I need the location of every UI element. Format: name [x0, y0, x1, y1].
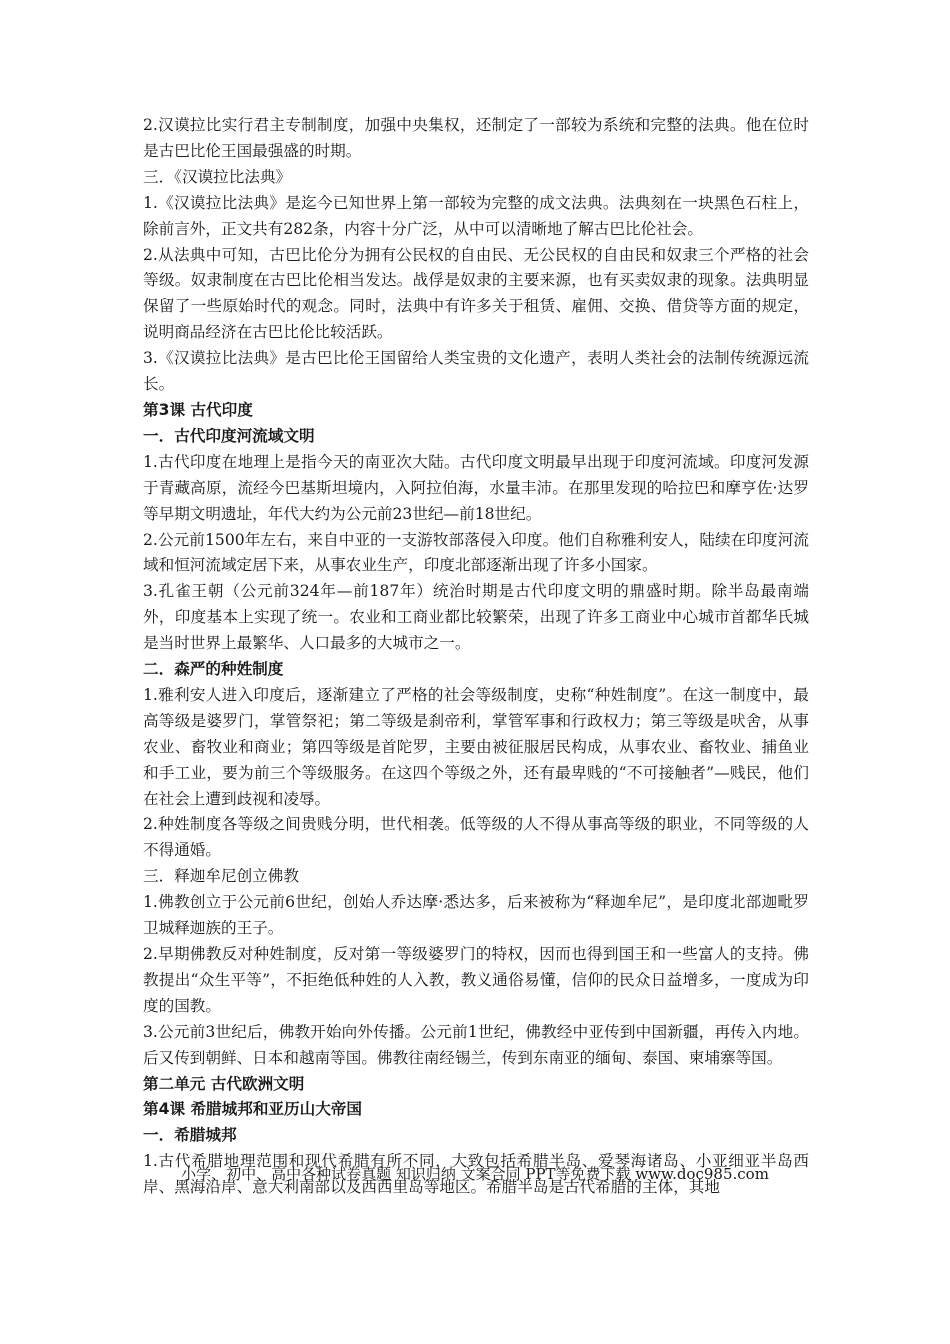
section-heading: 二．森严的种姓制度	[143, 660, 284, 679]
paragraph: 3.《汉谟拉比法典》是古巴比伦王国留给人类宝贵的文化遗产，表明人类社会的法制传统源远流长。	[143, 349, 809, 394]
section-heading: 一．古代印度河流域文明	[143, 426, 315, 445]
section-heading: 三．释迦牟尼创立佛教	[143, 867, 299, 886]
unit-title: 第二单元 古代欧洲文明	[143, 1074, 305, 1093]
document-body	[143, 113, 809, 1201]
paragraph: 3.公元前3世纪后，佛教开始向外传播。公元前1世纪，佛教经中亚传到中国新疆，再传入内地。后又传到朝鲜、日本和越南等国。佛教往南经锡兰，传到东南亚的缅甸、泰国、柬埔寨等国。	[143, 1022, 809, 1067]
lesson-title: 第4课 希腊城邦和亚历山大帝国	[143, 1100, 362, 1119]
paragraph: 2.汉谟拉比实行君主专制制度，加强中央集权，还制定了一部较为系统和完整的法典。他在位时是古巴比伦王国最强盛的时期。	[143, 116, 809, 160]
paragraph: 1.《汉谟拉比法典》是迄今已知世界上第一部较为完整的成文法典。法典刻在一块黑色石柱上，除前言外，正文共有282条，内容十分广泛，从中可以清晰地了解古巴比伦社会。	[143, 193, 809, 238]
paragraph: 2.早期佛教反对种姓制度，反对第一等级婆罗门的特权，因而也得到国王和一些富人的支持。佛教提出“众生平等”，不拒绝低种姓的人入教，教义通俗易懂，信仰的民众日益增多，一度成为印度的国教。	[143, 945, 809, 1015]
paragraph: 2.从法典中可知，古巴比伦分为拥有公民权的自由民、无公民权的自由民和奴隶三个严格的社会等级。奴隶制度在古巴比伦相当发达。战俘是奴隶的主要来源，也有买卖奴隶的现象。法典明显保留了一些原始时代的观念。同时，法典中有许多关于租赁、雇佣、交换、借贷等方面的规定，说明商品经济在古巴比伦比较活跃。	[143, 245, 809, 342]
paragraph: 1.雅利安人进入印度后，逐渐建立了严格的社会等级制度，史称“种姓制度”。在这一制度中，最高等级是婆罗门，掌管祭祀；第二等级是刹帝利，掌管军事和行政权力；第三等级是吠舍，从事农业、畜牧业和商业；第四等级是首陀罗，主要由被征服居民构成，从事农业、畜牧业、捕鱼业和手工业，要为前三个等级服务。在这四个等级之外，还有最卑贱的“不可接触者”—贱民，他们在社会上遭到歧视和凌辱。	[143, 685, 809, 808]
paragraph: 1.古代印度在地理上是指今天的南亚次大陆。古代印度文明最早出现于印度河流域。印度河发源于青藏高原，流经今巴基斯坦境内，入阿拉伯海，水量丰沛。在那里发现的哈拉巴和摩亨佐·达罗等早期文明遗址，年代大约为公元前23世纪—前18世纪。	[143, 452, 809, 523]
paragraph: 3.孔雀王朝（公元前324年—前187年）统治时期是古代印度文明的鼎盛时期。除半岛最南端外，印度基本上实现了统一。农业和工商业都比较繁荣，出现了许多工商业中心城市首都华氏城是当时世界上最繁华、人口最多的大城市之一。	[143, 582, 809, 653]
section-heading: 一．希腊城邦	[143, 1126, 237, 1145]
paragraph: 1.古代希腊地理范围和现代希腊有所不同，大致包括希腊半岛、爱琴海诸岛、小亚细亚半岛西岸、黑海沿岸、意大利南部以及西西里岛等地区。希腊半岛是古代希腊的主体，其地	[143, 1152, 809, 1197]
section-heading: 三．《汉谟拉比法典》	[143, 167, 292, 186]
lesson-title: 第3课 古代印度	[143, 400, 253, 419]
paragraph: 1.佛教创立于公元前6世纪，创始人乔达摩·悉达多，后来被称为“释迦牟尼”，是印度北部迦毗罗卫城释迦族的王子。	[143, 893, 809, 938]
page-footer: 小学、初中、高中各种试卷真题 知识归纳 文案合同 PPT等免费下载 www.doc985.com	[181, 1165, 769, 1183]
paragraph: 2.公元前1500年左右，来自中亚的一支游牧部落侵入印度。他们自称雅利安人，陆续在印度河流域和恒河流域定居下来，从事农业生产，印度北部逐渐出现了许多小国家。	[143, 530, 809, 575]
paragraph: 2.种姓制度各等级之间贵贱分明，世代相袭。低等级的人不得从事高等级的职业，不同等级的人不得通婚。	[143, 815, 809, 860]
